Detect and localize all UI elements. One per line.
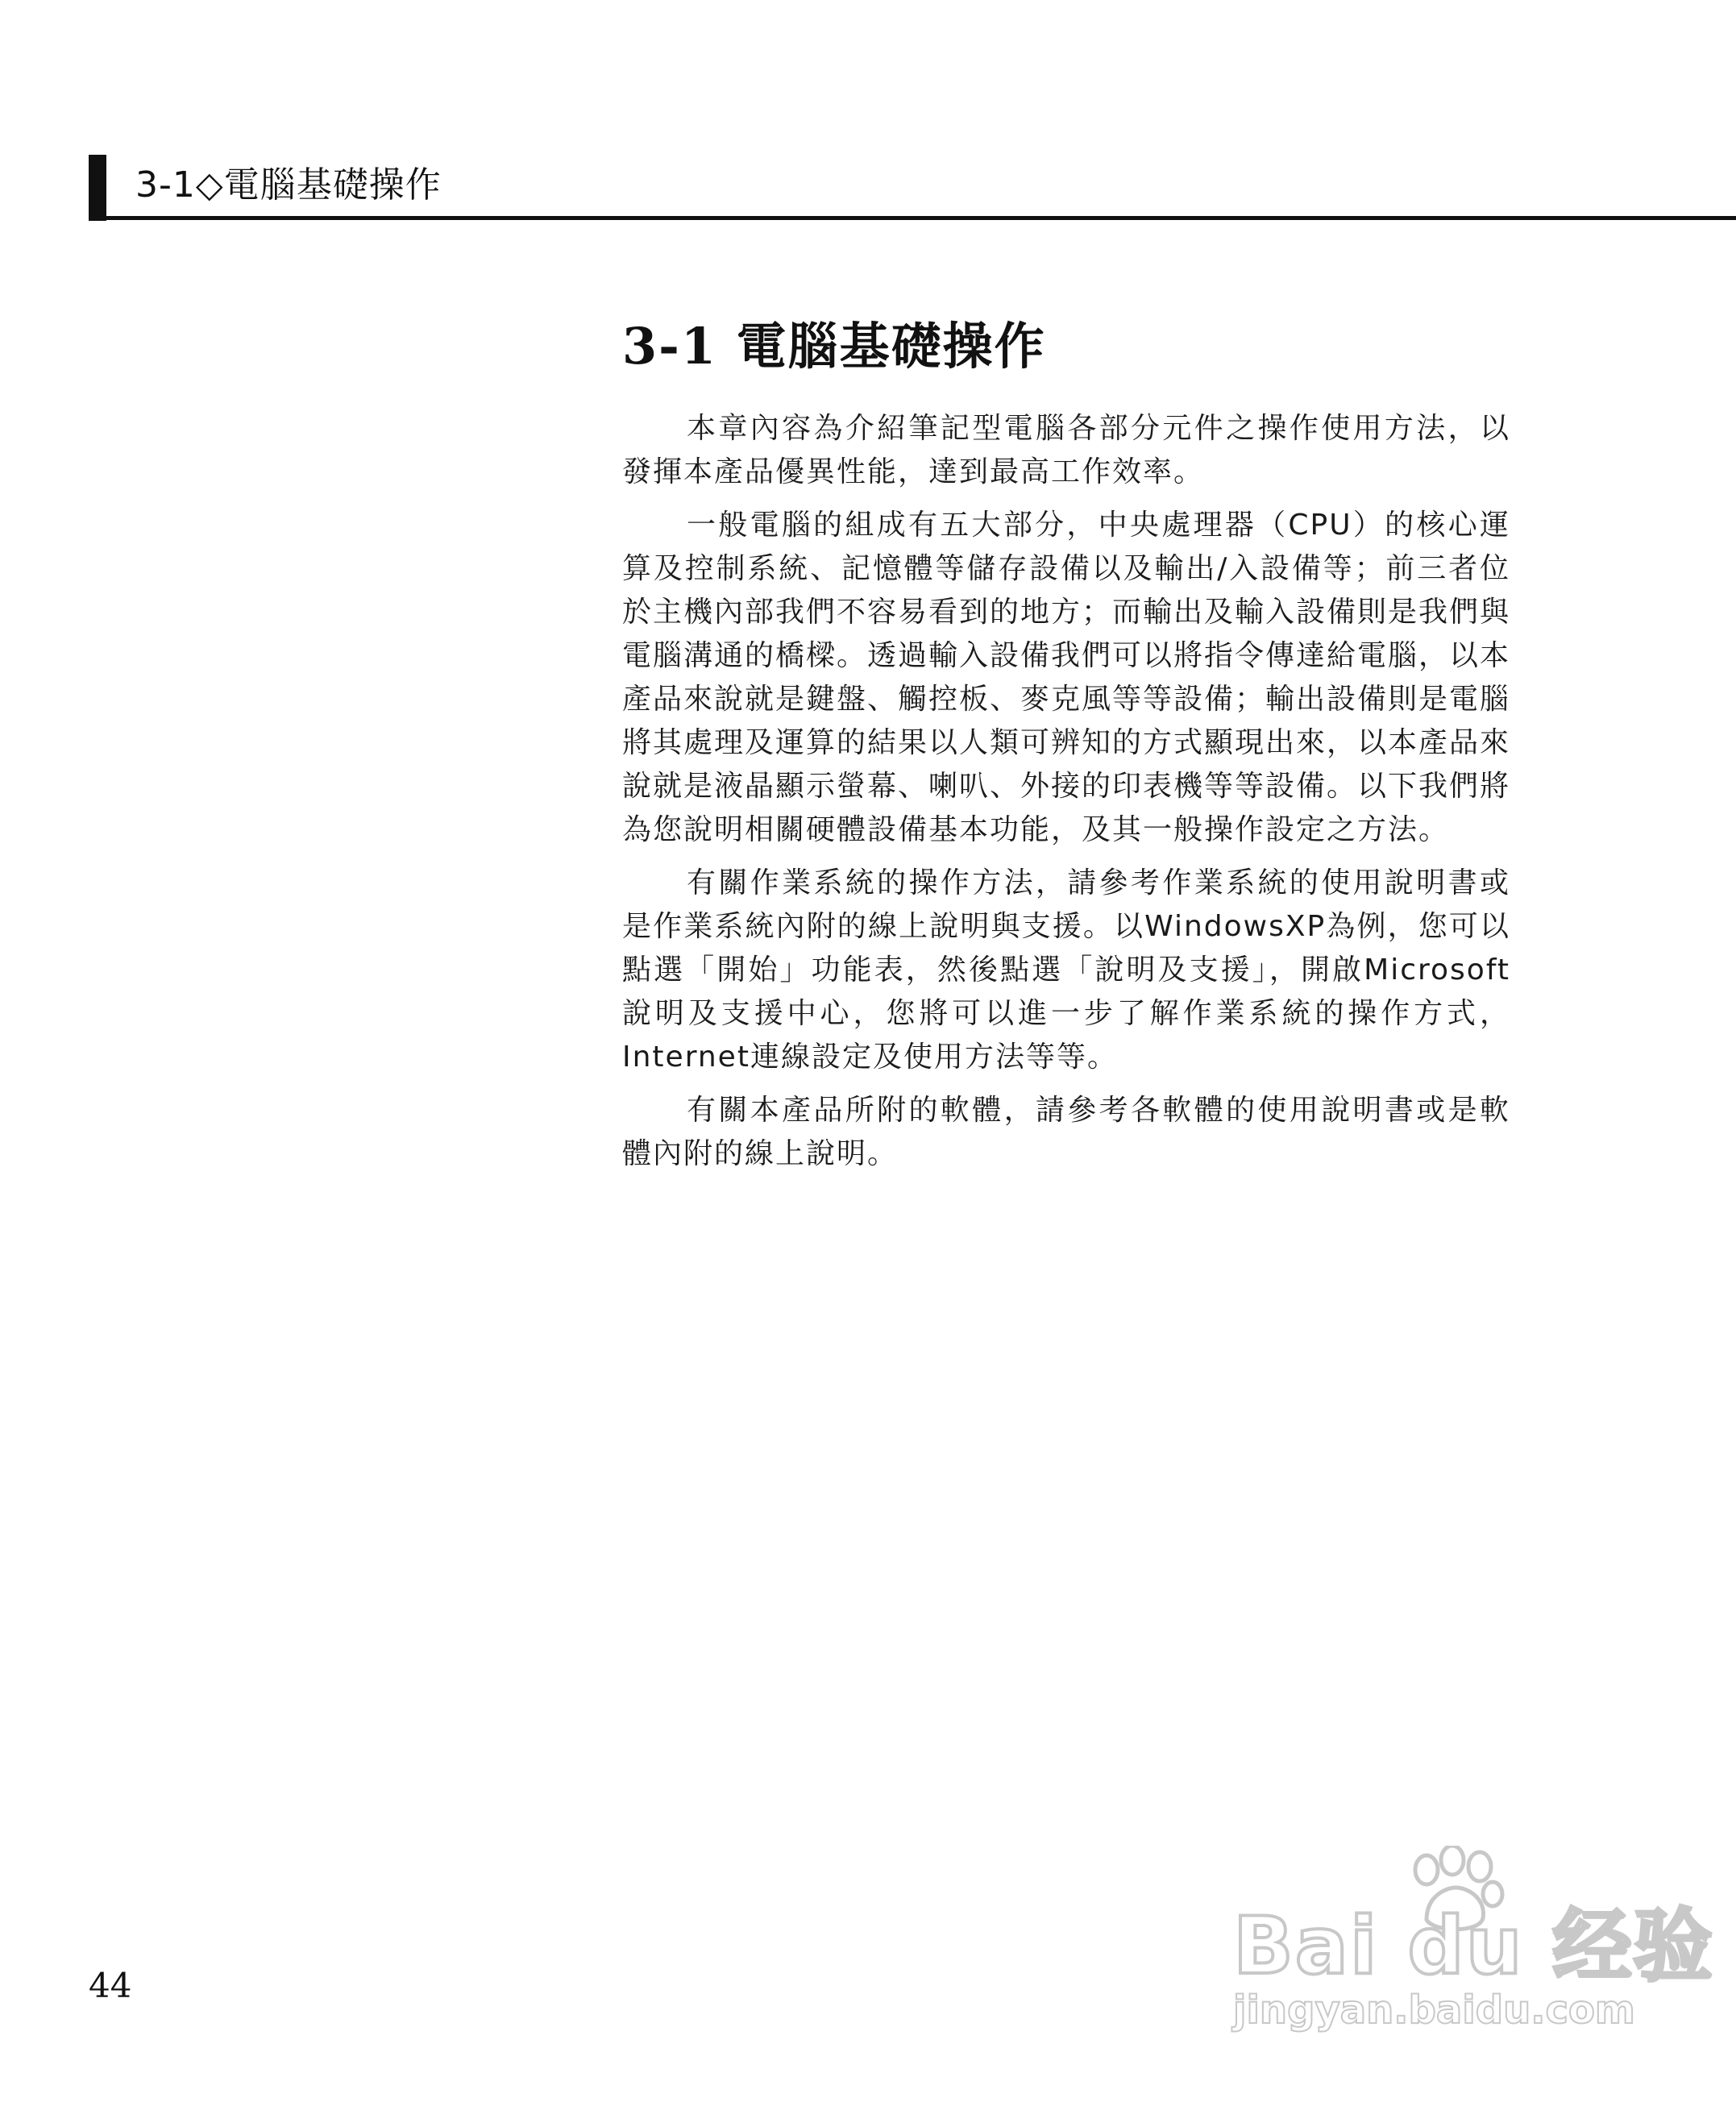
running-title: 3-1◇電腦基礎操作 [135, 164, 442, 206]
body-text [622, 407, 1510, 1186]
watermark-url: jingyan.baidu.com [1233, 1988, 1635, 2033]
page-number: 44 [89, 1966, 132, 2005]
paragraph-intro: 本章內容為介紹筆記型電腦各部分元件之操作使用方法，以發揮本產品優異性能，達到最高工作效率。 [622, 412, 1510, 488]
header-rule [89, 216, 1736, 220]
header-marker-bar [89, 155, 106, 221]
paragraph-os: 有關作業系統的操作方法，請參考作業系統的使用說明書或是作業系統內附的線上說明與支援。以WindowsXP為例，您可以點選「開始」功能表，然後點選「說明及支援」，開啟Microsoft說明及支援中心，您將可以進一步了解作業系統的操作方式，Internet連線設定及使用方法等等。 [622, 866, 1510, 1074]
watermark-logo-text: Bai du 经验 [1233, 1901, 1714, 1992]
paragraph-components: 一般電腦的組成有五大部分，中央處理器（CPU）的核心運算及控制系統、記憶體等儲存設備以及輸出/入設備等；前三者位於主機內部我們不容易看到的地方；而輸出及輸入設備則是我們與電腦溝通的橋樑。透過輸入設備我們可以將指令傳達給電腦，以本產品來說就是鍵盤、觸控板、麥克風等等設備；輸出設備則是電腦將其處理及運算的結果以人類可辨知的方式顯現出來，以本產品來說就是液晶顯示螢幕、喇叭、外接的印表機等等設備。以下我們將為您說明相關硬體設備基本功能，及其一般操作設定之方法。 [622, 509, 1511, 846]
baidu-watermark [1233, 1846, 1714, 2033]
running-header [0, 0, 1736, 226]
paragraph-software: 有關本產品所附的軟體，請參考各軟體的使用說明書或是軟體內附的線上說明。 [622, 1094, 1510, 1170]
section-title: 3-1 電腦基礎操作 [622, 317, 1046, 376]
